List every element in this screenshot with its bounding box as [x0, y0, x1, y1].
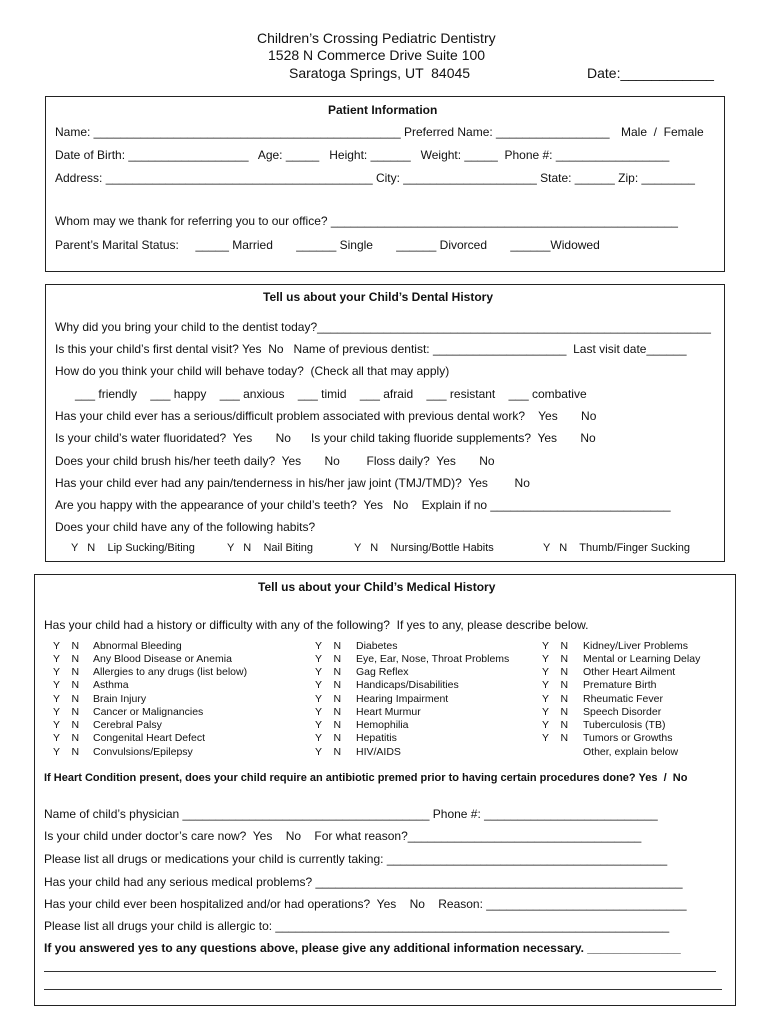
dental-q-reason[interactable]: Why did you bring your child to the dentist today?___________________________________________________________	[55, 320, 711, 334]
additional-info-prompt[interactable]: If you answered yes to any questions above, please give any additional information necessary. ______________	[44, 941, 681, 955]
dental-q-fluoride[interactable]: Is your child’s water fluoridated? Yes No Is your child taking fluoride supplements? Yes No	[55, 431, 596, 445]
name-field[interactable]: Name: ______________________________________________ Preferred Name: _________________	[55, 125, 610, 139]
heart-premed-question[interactable]: If Heart Condition present, does your child require an antibiotic premed prior to having certain procedures done? Yes / No	[44, 772, 688, 784]
habit-nail-biting[interactable]: Y N Nail Biting	[227, 542, 313, 554]
condition-item: Any Blood Disease or Anemia	[93, 653, 232, 665]
condition-item: Convulsions/Epilepsy	[93, 746, 193, 758]
yn-toggle[interactable]: Y N	[315, 640, 342, 652]
yn-toggle[interactable]: Y N	[542, 732, 569, 744]
serious-problems-field[interactable]: Has your child had any serious medical problems? _______________________________________________________	[44, 875, 683, 889]
dental-q-appearance[interactable]: Are you happy with the appearance of your child’s teeth? Yes No Explain if no ___________________________	[55, 498, 671, 512]
yn-toggle[interactable]: Y N	[53, 653, 80, 665]
medical-history-title: Tell us about your Child’s Medical History	[258, 580, 496, 594]
patient-info-title: Patient Information	[328, 103, 438, 117]
condition-item: Mental or Learning Delay	[583, 653, 701, 665]
yn-toggle[interactable]: Y N	[315, 666, 342, 678]
dental-q-behavior: How do you think your child will behave today? (Check all that may apply)	[55, 364, 450, 378]
yn-toggle[interactable]: Y N	[542, 640, 569, 652]
condition-item: Asthma	[93, 679, 129, 691]
gender-field[interactable]: Male / Female	[621, 125, 704, 139]
additional-info-line[interactable]	[44, 989, 722, 990]
dob-row[interactable]: Date of Birth: __________________ Age: _____ Height: ______ Weight: _____ Phone #: _________________	[55, 148, 670, 162]
condition-item: Premature Birth	[583, 679, 657, 691]
yn-toggle[interactable]: Y N	[542, 706, 569, 718]
medical-intro: Has your child had a history or difficulty with any of the following? If yes to any, please describe below.	[44, 618, 589, 632]
condition-item: Handicaps/Disabilities	[356, 679, 459, 691]
dental-q-brush[interactable]: Does your child brush his/her teeth daily? Yes No Floss daily? Yes No	[55, 454, 495, 468]
dental-history-title: Tell us about your Child’s Dental History	[263, 290, 494, 304]
additional-info-line[interactable]	[44, 971, 716, 972]
yn-toggle[interactable]: Y N	[315, 679, 342, 691]
yn-toggle[interactable]: Y N	[315, 693, 342, 705]
condition-item: Other Heart Ailment	[583, 666, 676, 678]
condition-item: Eye, Ear, Nose, Throat Problems	[356, 653, 510, 665]
condition-item-other: Other, explain below	[583, 746, 679, 758]
yn-toggle[interactable]: Y N	[53, 719, 80, 731]
condition-item: Brain Injury	[93, 693, 147, 705]
yn-toggle[interactable]: Y N	[315, 719, 342, 731]
yn-toggle[interactable]: Y N	[53, 732, 80, 744]
dental-q-habits: Does your child have any of the following habits?	[55, 520, 316, 534]
condition-item: Abnormal Bleeding	[93, 640, 182, 652]
date-field[interactable]: Date:____________	[587, 65, 714, 81]
condition-item: Tuberculosis (TB)	[583, 719, 666, 731]
doctor-care-field[interactable]: Is your child under doctor’s care now? Yes No For what reason?___________________________________	[44, 829, 642, 843]
dental-q-first-visit[interactable]: Is this your child’s first dental visit? Yes No Name of previous dentist: ____________________ Last visit date______	[55, 342, 687, 356]
hospitalized-field[interactable]: Has your child ever been hospitalized and/or had operations? Yes No Reason: ______________________________	[44, 897, 687, 911]
condition-item: Kidney/Liver Problems	[583, 640, 689, 652]
yn-toggle[interactable]: Y N	[53, 693, 80, 705]
condition-item: Gag Reflex	[356, 666, 409, 678]
yn-toggle[interactable]: Y N	[542, 679, 569, 691]
yn-toggle[interactable]: Y N	[315, 732, 342, 744]
dental-q-tmj[interactable]: Has your child ever had any pain/tenderness in his/her jaw joint (TMJ/TMD)? Yes No	[55, 476, 530, 490]
condition-item: Heart Murmur	[356, 706, 421, 718]
dental-q-problem[interactable]: Has your child ever has a serious/difficult problem associated with previous dental work? Yes No	[55, 409, 597, 423]
medications-field[interactable]: Please list all drugs or medications your child is currently taking: __________________________________________	[44, 852, 668, 866]
yn-toggle[interactable]: Y N	[53, 746, 80, 758]
condition-item: Hemophilia	[356, 719, 409, 731]
yn-toggle[interactable]: Y N	[315, 746, 342, 758]
habit-thumb-sucking[interactable]: Y N Thumb/Finger Sucking	[543, 542, 690, 554]
referral-field[interactable]: Whom may we thank for referring you to our office? ____________________________________________________	[55, 214, 678, 228]
yn-toggle[interactable]: Y N	[53, 706, 80, 718]
condition-item: Cerebral Palsy	[93, 719, 162, 731]
yn-toggle[interactable]: Y N	[315, 706, 342, 718]
yn-toggle[interactable]: Y N	[53, 640, 80, 652]
yn-toggle[interactable]: Y N	[315, 653, 342, 665]
yn-toggle[interactable]: Y N	[53, 679, 80, 691]
practice-address: 1528 N Commerce Drive Suite 100	[268, 47, 486, 63]
marital-status-row[interactable]: Parent’s Marital Status: _____ Married ______ Single ______ Divorced ______Widowed	[55, 238, 600, 252]
yn-toggle[interactable]: Y N	[542, 666, 569, 678]
condition-item: Speech Disorder	[583, 706, 662, 718]
yn-toggle[interactable]: Y N	[542, 693, 569, 705]
condition-item: Rheumatic Fever	[583, 693, 663, 705]
practice-city: Saratoga Springs, UT 84045	[289, 65, 471, 81]
condition-item: Hearing Impairment	[356, 693, 449, 705]
practice-name: Children’s Crossing Pediatric Dentistry	[257, 30, 496, 46]
condition-item: Cancer or Malignancies	[93, 706, 204, 718]
yn-toggle[interactable]: Y N	[53, 666, 80, 678]
habit-lip-sucking[interactable]: Y N Lip Sucking/Biting	[71, 542, 195, 554]
condition-item: Congenital Heart Defect	[93, 732, 206, 744]
behavior-options[interactable]: ___ friendly ___ happy ___ anxious ___ timid ___ afraid ___ resistant ___ combative	[55, 387, 587, 401]
habit-nursing[interactable]: Y N Nursing/Bottle Habits	[354, 542, 494, 554]
condition-item: HIV/AIDS	[356, 746, 401, 758]
yn-toggle[interactable]: Y N	[542, 653, 569, 665]
allergies-field[interactable]: Please list all drugs your child is allergic to: ___________________________________________________________	[44, 919, 670, 933]
yn-toggle[interactable]: Y N	[542, 719, 569, 731]
condition-item: Tumors or Growths	[583, 732, 673, 744]
address-row[interactable]: Address: ________________________________________ City: ____________________ State: ______ Zip: ________	[55, 171, 695, 185]
condition-item: Allergies to any drugs (list below)	[93, 666, 248, 678]
condition-item: Diabetes	[356, 640, 398, 652]
physician-field[interactable]: Name of child’s physician _____________________________________ Phone #: __________________________	[44, 807, 658, 821]
condition-item: Hepatitis	[356, 732, 397, 744]
